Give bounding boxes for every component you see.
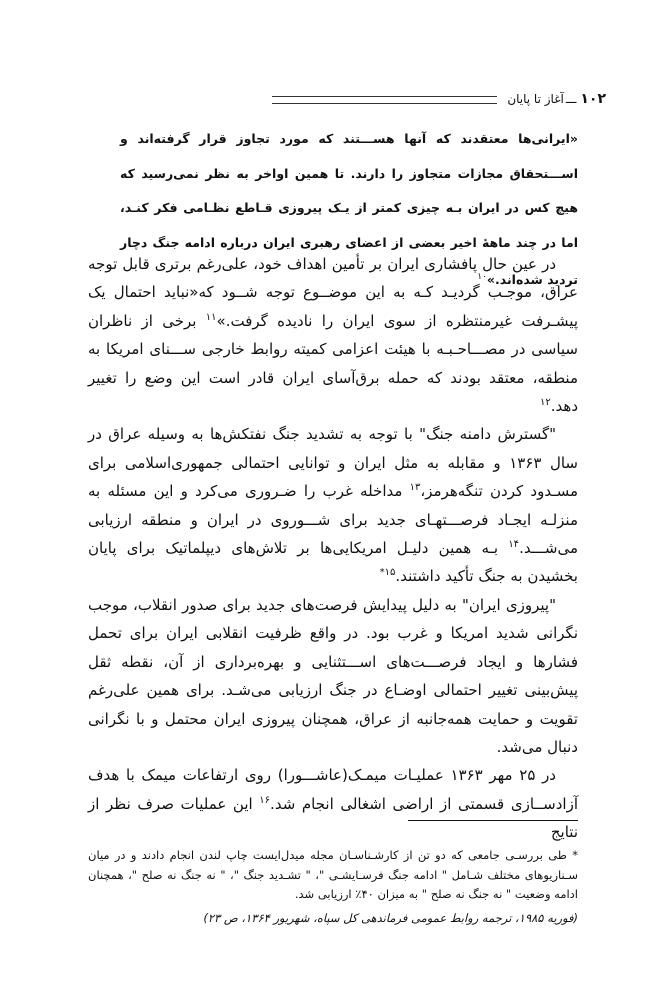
- paragraph-4: [88, 761, 578, 846]
- footnote-ref: ۱۴: [508, 539, 520, 551]
- page-number: ۱۰۲: [580, 91, 606, 107]
- quote-text: «ایرانی‌ها معتقدند که آنها هســـتند که مورد تجاوز قرار گرفته‌اند و اســـتحقاق مجازات متجاوز را دارند. تا همین اواخر به نظر نمی‌رسید که هیچ کس در ایران بـه چیزی کمتر از یـک پیروزی قـاطع نظـامی فکر کنـد، اما در چند ماههٔ اخیر بعضی از اعضای رهبری ایران درباره ادامه جنگ دچار تردید شده‌اند.»: [120, 131, 578, 288]
- paragraph-3: "پیروزی ایران" به دلیل پیدایش فرصت‌های جدید برای صدور انقلاب، موجب نگرانی شدید امریکا و غرب بود. در واقع ظرفیت انقلابی ایران برای تحمل فشارها و ایجاد فرصـــت‌های اســـتثنایی و بهره‌برداری از آن، نقطه ثقل پیش‌بینی تغییر احتمالی اوضـاع در جنگ ارزیابی می‌شـد. برای همین علی‌رغم تقویت و حمایت همه‌جانبه از عراق، همچنان پیروزی ایران محتمل و با نگرانی دنبال می‌شد.: [88, 595, 578, 756]
- paragraph-2: [88, 420, 578, 590]
- body-text: [88, 250, 578, 847]
- footnote-text: * طی بررسـی جامعی که دو تن از کارشـناسـان مجله میدل‌ایست چاپ لندن انجام دادند و در میان سـناریوهای مختلف شـامل " ادامه جنگ فرسـایشـی "، " تشـدید جنگ "، " نه جنگ نه صلح "، همچنان ادامه وضعیت " نه جنگ نه صلح " به میزان ۴۰٪ ارزیابی شد.: [88, 848, 578, 901]
- paragraph-1-text-b: برخی از ناظران سیاسی در مصـــاحـبـه با هیئت اعزامی کمیته روابط خارجی ســـنای امریکا به منطقه، معتقد بودند که حمله برق‌آسای ایران قادر است این وضع را تغییر دهد.: [88, 311, 578, 416]
- footnote-ref: ۱۱: [205, 311, 217, 323]
- footnote: [88, 846, 578, 928]
- paragraph-1-text-a: در عین حال پافشاری ایران بر تأمین اهداف خود، علی‌رغم برتری قابل توجه عراق، موجـب گردیـد کـه به این موضــوع توجه شــود که«نباید احتمال یک پیشـرفت غیرمنتظره از سوی ایران را نادیده گرفت.»: [88, 255, 578, 330]
- running-title: آغاز تا پایان: [507, 92, 564, 106]
- footnote-ref: ۱۶: [259, 794, 271, 806]
- paragraph-4-text-b: این عملیات صرف نظر از نتایج: [88, 794, 578, 842]
- quote-footnote-ref: ۱۰: [477, 272, 487, 282]
- paragraph-1: [88, 250, 578, 420]
- paragraph-2-text-c: بـه همین دلیـل امریکایی‌ها بر تلاش‌های دیپلماتیک برای پایان بخشیدن به جنگ تأکید داشتند.: [88, 539, 578, 586]
- footnote-divider: [408, 820, 578, 821]
- footnote-ref: ۱۵*: [379, 567, 396, 579]
- footnote-ref: ۱۳: [409, 482, 421, 494]
- footnote-ref: ۱۲: [540, 397, 551, 409]
- paragraph-4-text-a: در ۲۵ مهر ۱۳۶۳ عملیـات میمـک(عاشـــورا) روی ارتفاعات میمک با هدف آزادســازی قسمتی از اراضی اشغالی انجام شد.: [88, 766, 579, 813]
- header-separator: ـــ: [565, 92, 577, 106]
- running-header: [272, 88, 606, 110]
- paragraph-2-text-b: مداخله غرب را ضـروری می‌کرد و این مسئله به منزلـه ایجـاد فرصـــتهـای جدید برای شـــوروی در ایران و منطقه ارزیابی می‌شـــد.: [88, 482, 578, 558]
- paragraph-2-text-a: "گسترش دامنه جنگ" با توجه به تشدید جنگ نفتکش‌ها به وسیله عراق در سال ۱۳۶۳ و مقابله به مثل ایران و توانایی احتمالی جمهوری‌اسلامی برای مسـدود کردن تنگه‌هرمز،: [88, 425, 578, 501]
- footnote-source: (فوریه ۱۹۸۵، ترجمه روابط عمومی فرماندهی کل سپاه، شهریور ۱۳۶۴، ص ۲۳): [203, 910, 578, 925]
- header-rule: [272, 96, 497, 104]
